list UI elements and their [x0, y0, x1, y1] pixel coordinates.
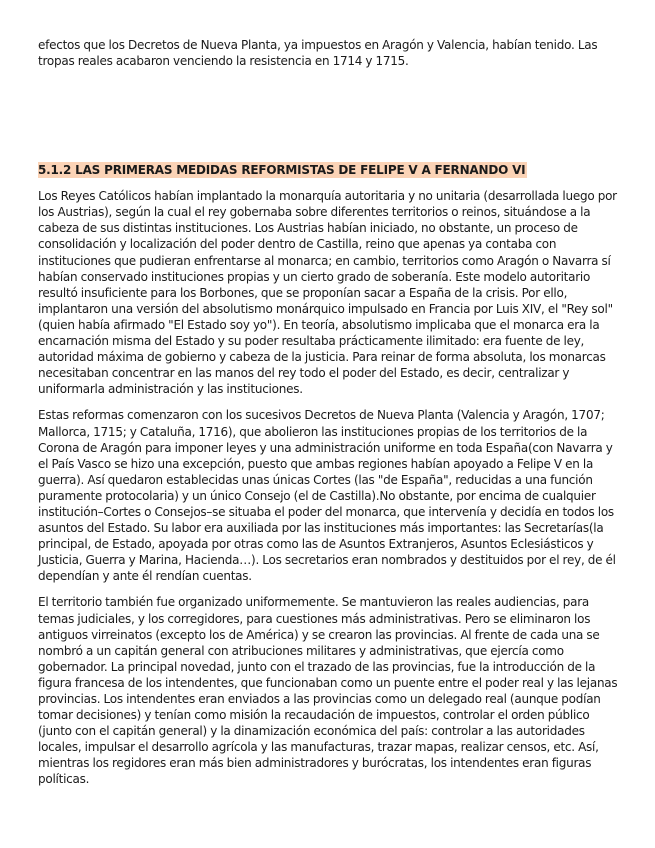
body-paragraph-1: Los Reyes Católicos habían implantado la monarquía autoritaria y no unitaria (desarrollada luego por los Austrias), según la cual el rey gobernaba sobre diferentes territorios o reinos, situándose a la cabeza de sus distintas instituciones. Los Austrias habían iniciado, no obstante, un proceso de consolidación y localización del poder dentro de Castilla, reino que apenas ya contaba con instituciones que pudieran enfrentarse al monarca; en cambio, territorios como Aragón o Navarra sí habían conservado instituciones propias y un cierto grado de soberanía. Este modelo autoritario resultó insuficiente para los Borbones, que se proponían sacar a España de la crisis. Por ello, implantaron una versión del absolutismo monárquico impulsado en Francia por Luis XIV, el "Rey sol" (quien había afirmado "El Estado soy yo"). En teoría, absolutismo implicaba que el monarca era la encarnación misma del Estado y su poder resultaba prácticamente ilimitado: era fuente de ley, autoridad máxima de gobierno y cabeza de la justicia. Para reinar de forma absoluta, los monarcas necesitaban concentrar en las manos del rey todo el poder del Estado, es decir, centralizar y uniformarla administración y las instituciones.: [38, 189, 617, 397]
section-5-1-2: [38, 159, 620, 787]
intro-paragraph: efectos que los Decretos de Nueva Planta, ya impuestos en Aragón y Valencia, habían tenido. Las tropas reales acabaron venciendo la resistencia en 1714 y 1715.: [38, 38, 598, 69]
body-paragraph-2: Estas reformas comenzaron con los sucesivos Decretos de Nueva Planta (Valencia y Aragón, 1707; Mallorca, 1715; y Cataluña, 1716), que abolieron las instituciones propias de los territorios de la Corona de Aragón para imponer leyes y una administración uniforme en toda España(con Navarra y el País Vasco se hizo una excepción, puesto que ambas regiones habían apoyado a Felipe V en la guerra). Así quedaron establecidas unas únicas Cortes (las "de España", reducidas a una función puramente protocolaria) y un único Consejo (el de Castilla).No obstante, por encima de cualquier institución–Cortes o Consejos–se situaba el poder del monarca, que intervenía y decidía en todos los asuntos del Estado. Su labor era auxiliada por las instituciones más importantes: las Secretarías(la principal, de Estado, apoyada por otras como las de Asuntos Extranjeros, Asuntos Eclesiásticos y Justicia, Guerra y Marina, Hacienda…). Los secretarios eran nombrados y destituidos por el rey, de él dependían y ante él rendían cuentas.: [38, 408, 616, 584]
document-page: [38, 37, 620, 798]
section-heading: 5.1.2 LAS PRIMERAS MEDIDAS REFORMISTAS DE FELIPE V A FERNANDO VI: [38, 163, 526, 178]
body-paragraph-3: El territorio también fue organizado uniformemente. Se mantuvieron las reales audiencias, para temas judiciales, y los corregidores, para cuestiones más administrativas. Pero se eliminaron los antiguos virreinatos (excepto los de América) y se crearon las provincias. Al frente de cada una se nombró a un capitán general con atribuciones militares y administrativas, que ejercía como gobernador. La principal novedad, junto con el trazado de las provincias, fue la introducción de la figura francesa de los intendentes, que funcionaban como un puente entre el poder real y las lejanas provincias. Los intendentes eran enviados a las provincias como un delegado real (aunque podían tomar decisiones) y tenían como misión la recaudación de impuestos, controlar el orden público (junto con el capitán general) y la dinamización económica del país: controlar a las autoridades locales, impulsar el desarrollo agrícola y las manufacturas, trazar mapas, realizar censos, etc. Así, mientras los regidores eran más bien administradores y burócratas, los intendentes eran figuras políticas.: [38, 595, 618, 787]
